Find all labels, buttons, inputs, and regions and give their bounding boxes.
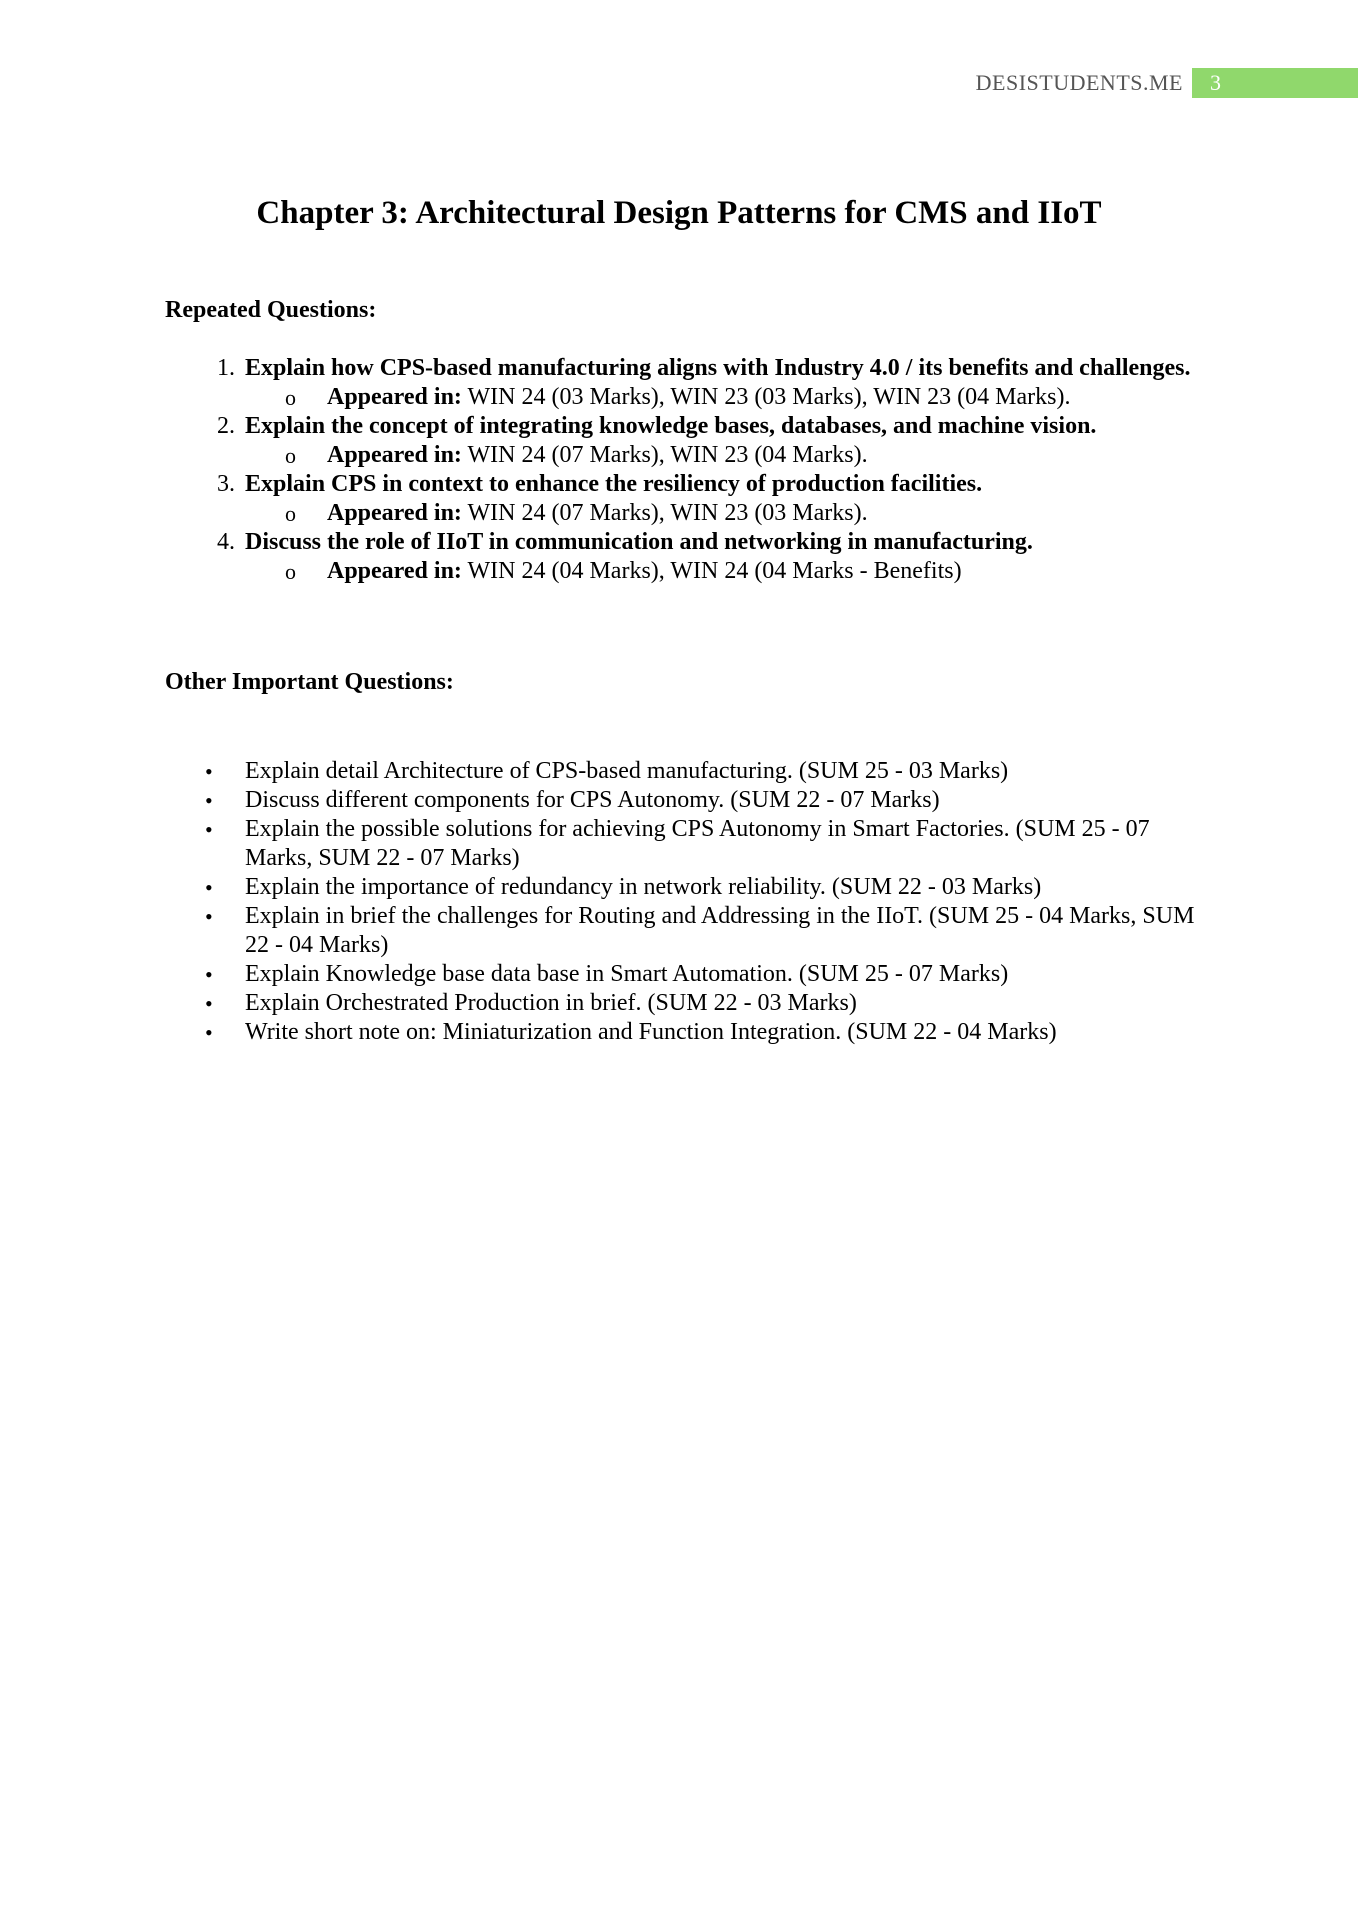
question-text: Discuss the role of IIoT in communication and networking in manufacturing. bbox=[245, 529, 1033, 555]
bullet-icon: • bbox=[205, 817, 213, 842]
list-item bbox=[165, 757, 1205, 786]
appeared-label: Appeared in: bbox=[327, 442, 462, 468]
list-item-text: Discuss different components for CPS Autonomy. (SUM 22 - 07 Marks) bbox=[245, 787, 940, 813]
bullet-icon: • bbox=[205, 759, 213, 784]
page-number: 3 bbox=[1192, 68, 1358, 98]
list-item bbox=[165, 902, 1205, 960]
repeated-question-item bbox=[165, 470, 1205, 528]
bullet-icon: • bbox=[205, 962, 213, 987]
circle-bullet-icon: o bbox=[285, 559, 296, 584]
list-item-text: Explain detail Architecture of CPS-based manufacturing. (SUM 25 - 03 Marks) bbox=[245, 758, 1009, 784]
chapter-title: Chapter 3: Architectural Design Patterns for CMS and IIoT bbox=[256, 195, 1102, 231]
question-number: 3. bbox=[217, 471, 235, 497]
list-item bbox=[165, 960, 1205, 989]
question-number: 2. bbox=[217, 413, 235, 439]
list-item-text: Explain Orchestrated Production in brief. (SUM 22 - 03 Marks) bbox=[245, 990, 857, 1016]
other-questions-heading: Other Important Questions: bbox=[165, 669, 454, 695]
repeated-questions-heading: Repeated Questions: bbox=[165, 297, 377, 323]
list-item bbox=[165, 1018, 1205, 1047]
appeared-value: WIN 24 (07 Marks), WIN 23 (03 Marks). bbox=[467, 500, 868, 526]
list-item-text: Explain Knowledge base data base in Smart Automation. (SUM 25 - 07 Marks) bbox=[245, 961, 1009, 987]
list-item bbox=[165, 873, 1205, 902]
bullet-icon: • bbox=[205, 1020, 213, 1045]
other-questions-list bbox=[165, 757, 1205, 1047]
repeated-question-item bbox=[165, 528, 1205, 586]
repeated-question-item bbox=[165, 354, 1205, 412]
bullet-icon: • bbox=[205, 875, 213, 900]
appeared-label: Appeared in: bbox=[327, 558, 462, 584]
appeared-value: WIN 24 (04 Marks), WIN 24 (04 Marks - Benefits) bbox=[467, 558, 962, 584]
question-text: Explain CPS in context to enhance the resiliency of production facilities. bbox=[245, 471, 983, 497]
circle-bullet-icon: o bbox=[285, 443, 296, 468]
appeared-value: WIN 24 (07 Marks), WIN 23 (04 Marks). bbox=[467, 442, 868, 468]
appeared-label: Appeared in: bbox=[327, 384, 462, 410]
repeated-questions-list bbox=[165, 354, 1205, 586]
list-item-text: Explain the possible solutions for achieving CPS Autonomy in Smart Factories. (SUM 25 - 07 Marks, SUM 22 - 07 Marks) bbox=[245, 816, 1150, 871]
circle-bullet-icon: o bbox=[285, 501, 296, 526]
list-item bbox=[165, 989, 1205, 1018]
appeared-value: WIN 24 (03 Marks), WIN 23 (03 Marks), WIN 23 (04 Marks). bbox=[467, 384, 1071, 410]
bullet-icon: • bbox=[205, 904, 213, 929]
list-item-text: Write short note on: Miniaturization and Function Integration. (SUM 22 - 04 Marks) bbox=[245, 1019, 1057, 1045]
appeared-label: Appeared in: bbox=[327, 500, 462, 526]
question-number: 1. bbox=[217, 355, 235, 381]
bullet-icon: • bbox=[205, 788, 213, 813]
question-number: 4. bbox=[217, 529, 235, 555]
header-brand: DESISTUDENTS.ME bbox=[975, 70, 1183, 95]
question-text: Explain how CPS-based manufacturing aligns with Industry 4.0 / its benefits and challenges. bbox=[245, 355, 1191, 381]
repeated-question-item bbox=[165, 412, 1205, 470]
circle-bullet-icon: o bbox=[285, 385, 296, 410]
bullet-icon: • bbox=[205, 991, 213, 1016]
question-text: Explain the concept of integrating knowledge bases, databases, and machine vision. bbox=[245, 413, 1097, 439]
list-item bbox=[165, 815, 1205, 873]
list-item-text: Explain in brief the challenges for Routing and Addressing in the IIoT. (SUM 25 - 04 Marks, SUM 22 - 04 Marks) bbox=[245, 903, 1195, 958]
list-item bbox=[165, 786, 1205, 815]
list-item-text: Explain the importance of redundancy in network reliability. (SUM 22 - 03 Marks) bbox=[245, 874, 1042, 900]
